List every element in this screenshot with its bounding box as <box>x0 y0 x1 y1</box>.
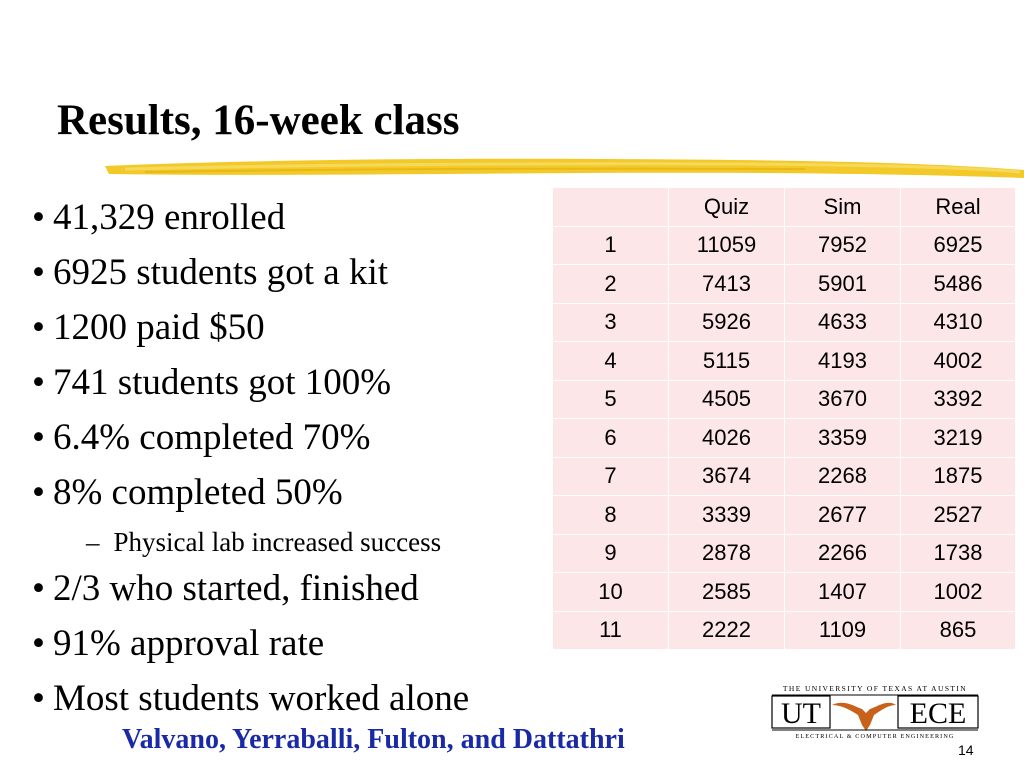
longhorn-icon <box>832 703 896 731</box>
table-cell: 11059 <box>669 226 785 265</box>
table-cell: 2585 <box>669 573 785 612</box>
logo-ece-text: ECE <box>909 697 967 730</box>
bullet-item: • 8% completed 50% <box>32 472 343 513</box>
table-cell: 5115 <box>669 342 785 381</box>
bullet-item: • 2/3 who started, finished <box>32 568 419 609</box>
table-cell: 4002 <box>901 342 1016 381</box>
logo-top-text: THE UNIVERSITY OF TEXAS AT AUSTIN <box>782 684 968 693</box>
table-cell: 9 <box>553 534 669 573</box>
table-row <box>553 265 1016 304</box>
table-cell: 1738 <box>901 534 1016 573</box>
table-cell: 6925 <box>901 226 1016 265</box>
table-cell: 3670 <box>785 380 901 419</box>
slide-title: Results, 16-week class <box>57 97 460 144</box>
header-cell-real: Real <box>901 188 1016 227</box>
title-underline-brush <box>105 150 1024 184</box>
header-cell-sim: Sim <box>785 188 901 227</box>
sub-bullet-item: – Physical lab increased success <box>86 527 442 557</box>
table-cell: 10 <box>553 573 669 612</box>
table-cell: 6 <box>553 419 669 458</box>
table-cell: 8 <box>553 496 669 535</box>
table-cell: 2 <box>553 265 669 304</box>
bullet-item: • 91% approval rate <box>32 623 325 664</box>
table-row <box>553 342 1016 381</box>
author-credits: Valvano, Yerraballi, Fulton, and Dattathri <box>122 724 625 755</box>
table-cell: 1407 <box>785 573 901 612</box>
header-cell-empty <box>553 188 669 227</box>
logo-ut-text: UT <box>781 697 821 730</box>
bullet-item: • 6.4% completed 70% <box>32 417 371 458</box>
table-row <box>553 303 1016 342</box>
table-cell: 2677 <box>785 496 901 535</box>
table-cell: 2878 <box>669 534 785 573</box>
table-row <box>553 226 1016 265</box>
bullet-item: • 6925 students got a kit <box>32 252 389 293</box>
results-table <box>552 187 1016 650</box>
table-cell: 4505 <box>669 380 785 419</box>
table-cell: 1875 <box>901 457 1016 496</box>
table-header-row <box>553 188 1016 227</box>
header-cell-quiz: Quiz <box>669 188 785 227</box>
table-cell: 2266 <box>785 534 901 573</box>
table-cell: 3 <box>553 303 669 342</box>
table-cell: 1002 <box>901 573 1016 612</box>
table-cell: 5 <box>553 380 669 419</box>
table-cell: 3359 <box>785 419 901 458</box>
table-cell: 7952 <box>785 226 901 265</box>
table-row <box>553 380 1016 419</box>
table-cell: 2268 <box>785 457 901 496</box>
table-row <box>553 573 1016 612</box>
table-cell: 865 <box>901 611 1016 650</box>
table-cell: 1 <box>553 226 669 265</box>
table-cell: 7 <box>553 457 669 496</box>
logo-bottom-text: ELECTRICAL & COMPUTER ENGINEERING <box>795 733 955 740</box>
bullet-item: • Most students worked alone <box>32 678 470 719</box>
table-cell: 7413 <box>669 265 785 304</box>
table-cell: 11 <box>553 611 669 650</box>
table-cell: 3674 <box>669 457 785 496</box>
table-row <box>553 611 1016 650</box>
table-cell: 3219 <box>901 419 1016 458</box>
bullet-item: • 41,329 enrolled <box>32 197 286 238</box>
table-row <box>553 496 1016 535</box>
table-cell: 2527 <box>901 496 1016 535</box>
table-cell: 4633 <box>785 303 901 342</box>
table-cell: 3339 <box>669 496 785 535</box>
bullet-item: • 1200 paid $50 <box>32 307 265 348</box>
table-cell: 4310 <box>901 303 1016 342</box>
table-cell: 4193 <box>785 342 901 381</box>
table-row <box>553 419 1016 458</box>
table-cell: 2222 <box>669 611 785 650</box>
table-cell: 4 <box>553 342 669 381</box>
table-cell: 5901 <box>785 265 901 304</box>
ut-ece-logo <box>770 683 980 741</box>
table-row <box>553 457 1016 496</box>
page-number: 14 <box>958 742 974 758</box>
table-cell: 1109 <box>785 611 901 650</box>
table-cell: 5486 <box>901 265 1016 304</box>
table-cell: 5926 <box>669 303 785 342</box>
table-cell: 4026 <box>669 419 785 458</box>
bullet-item: • 741 students got 100% <box>32 362 392 403</box>
table-row <box>553 534 1016 573</box>
table-cell: 3392 <box>901 380 1016 419</box>
